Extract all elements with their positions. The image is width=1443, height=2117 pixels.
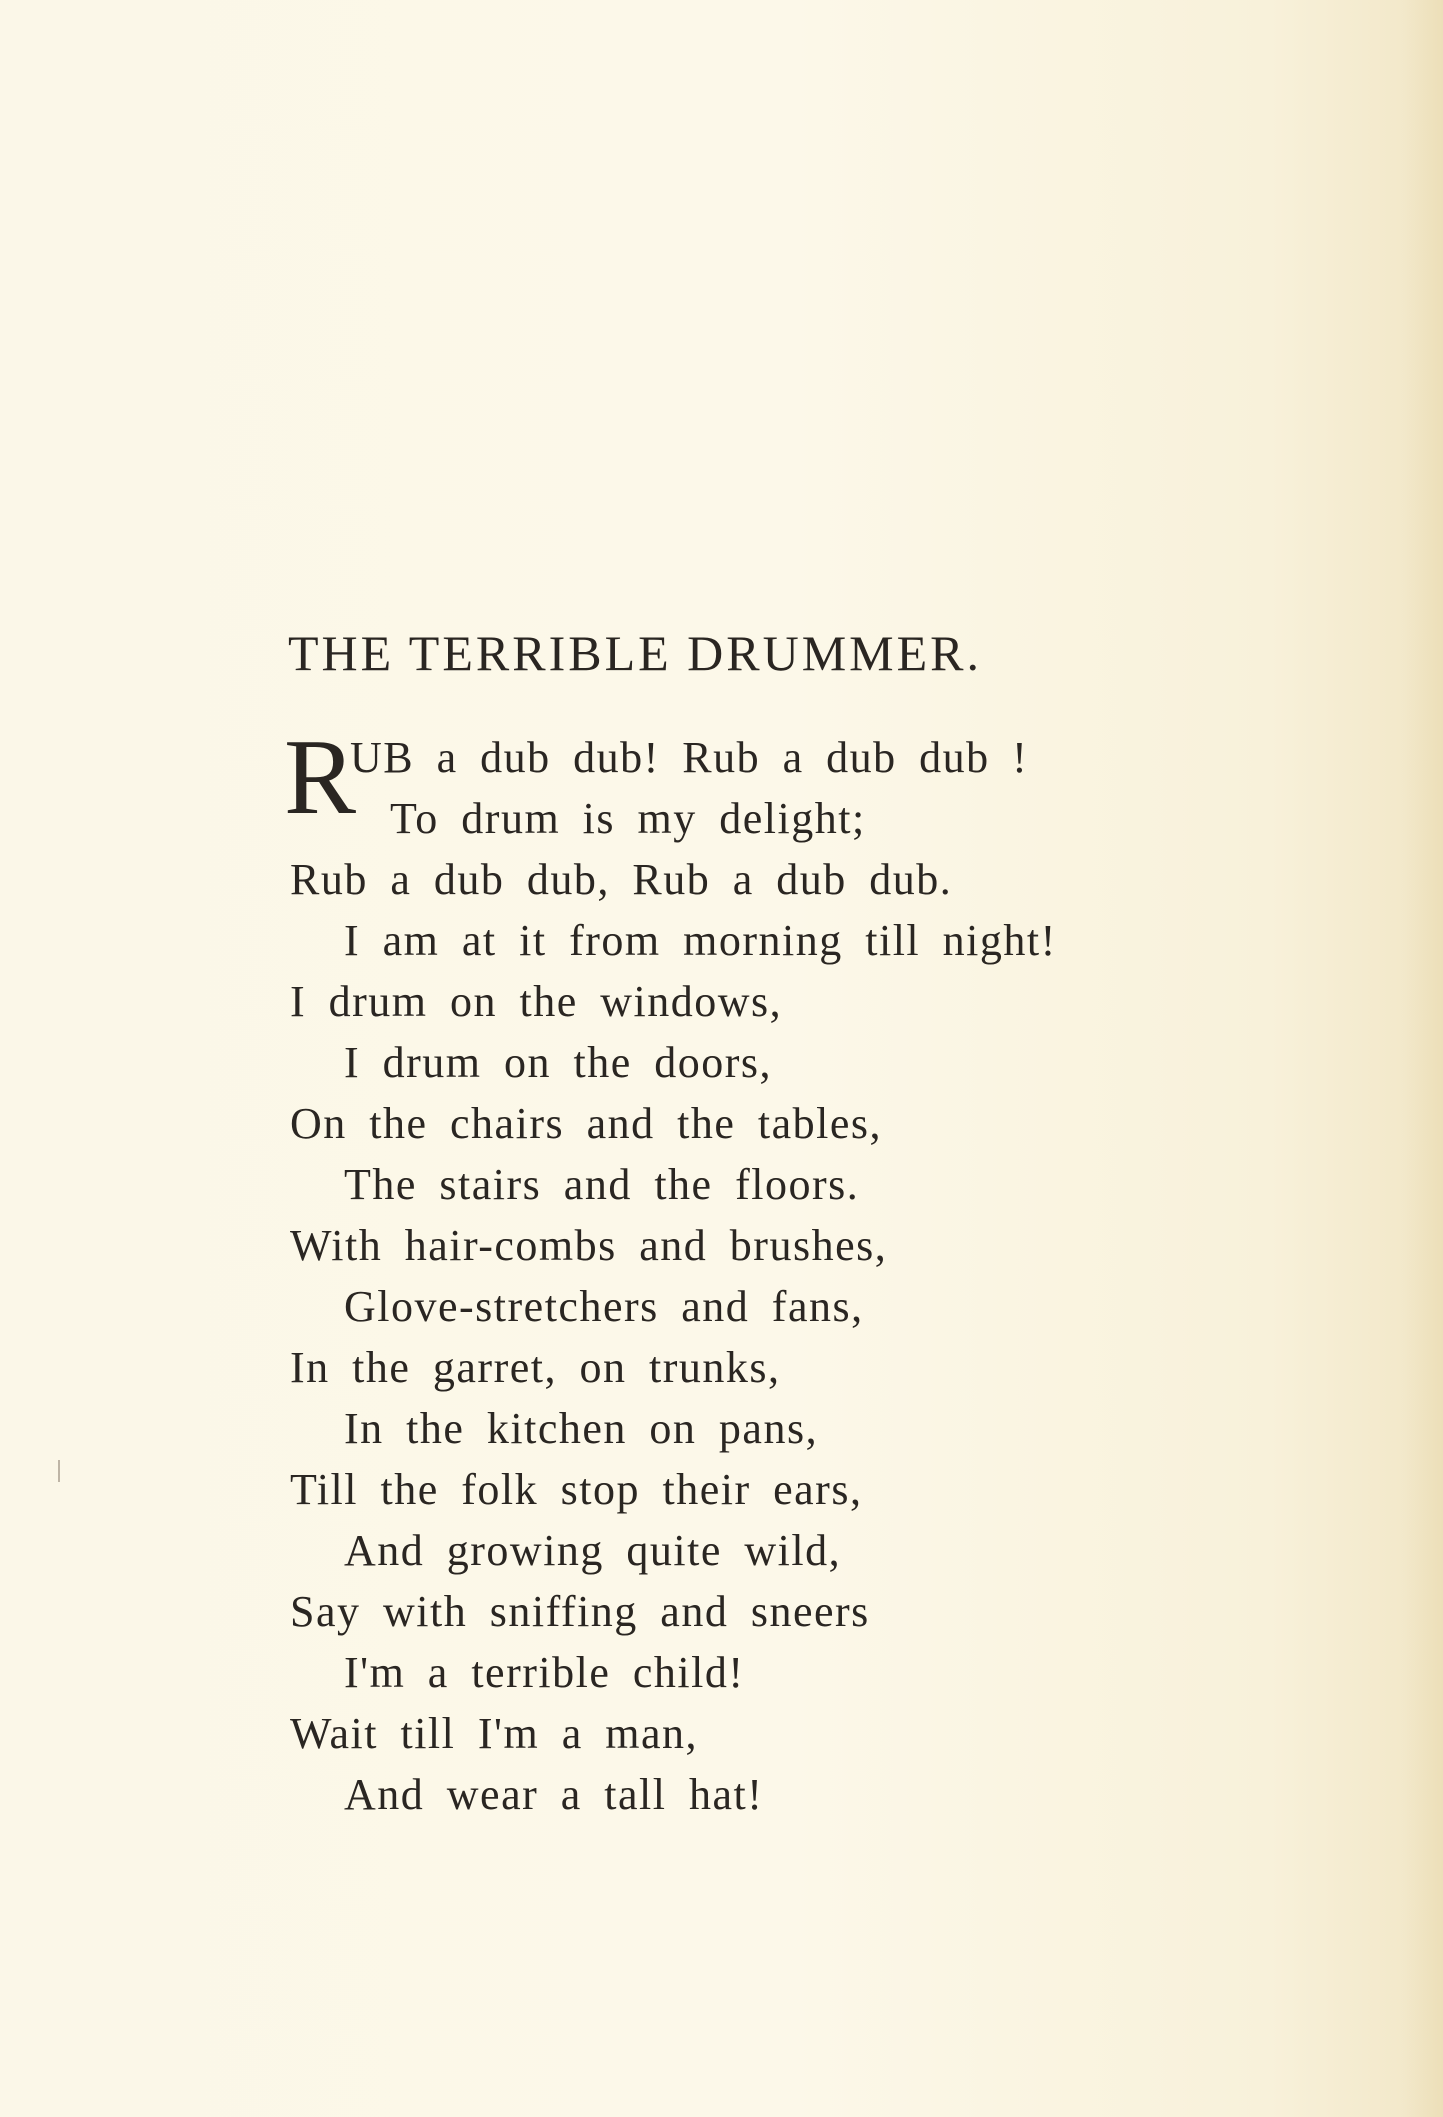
poem-line: I am at it from morning till night! [344,916,1057,965]
poem-line: Say with sniffing and sneers [290,1587,870,1636]
drop-cap: R [284,718,358,837]
poem-line: The stairs and the floors. [344,1160,860,1209]
poem-line: Wait till I'm a man, [290,1709,698,1758]
poem-line: On the chairs and the tables, [290,1099,883,1148]
poem-line: I drum on the doors, [344,1038,773,1087]
poem-line: To drum is my delight; [390,794,866,843]
poem-line: Rub a dub dub, Rub a dub dub. [290,855,953,904]
poem-line: I drum on the windows, [290,977,783,1026]
poem-line: I'm a terrible child! [344,1648,745,1697]
first-line-text: UB a dub dub! Rub a dub dub ! [350,733,1029,782]
poem-line: And growing quite wild, [344,1526,842,1575]
poem-line: In the garret, on trunks, [290,1343,781,1392]
poem-line: In the kitchen on pans, [344,1404,819,1453]
poem-line: Glove-stretchers and fans, [344,1282,864,1331]
poem-line: Till the folk stop their ears, [290,1465,863,1514]
poem-title: THE TERRIBLE DRUMMER. [288,625,983,681]
page-edge-shade [1403,0,1443,2117]
poem-line: And wear a tall hat! [344,1770,764,1819]
margin-mark [58,1460,60,1482]
poem-line: With hair-combs and brushes, [290,1221,888,1270]
